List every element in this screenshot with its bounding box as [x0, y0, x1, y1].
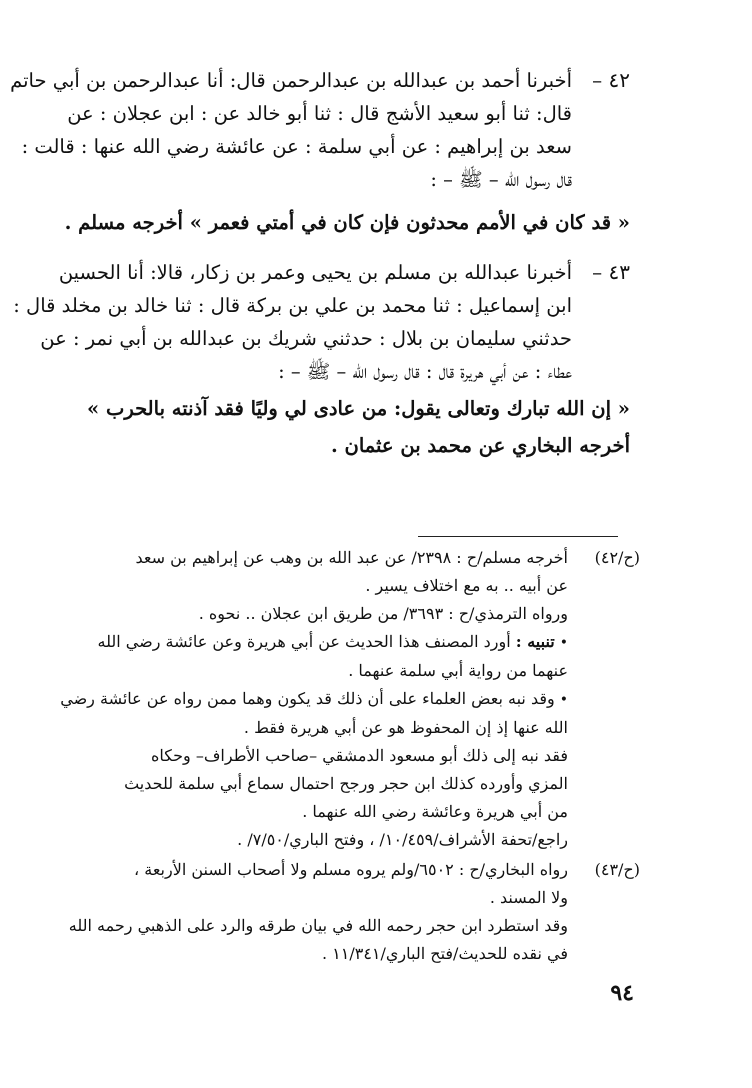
- page-number: ٩٤: [610, 980, 634, 1006]
- hadith-number: ٤٢ –: [592, 68, 630, 92]
- footnote-ref: (ح/٤٣): [594, 860, 640, 879]
- hadith-entry: [10, 64, 630, 239]
- footnote-line: عن أبيه .. به مع اختلاف يسير .: [365, 576, 568, 595]
- footnote-separator: [418, 536, 618, 537]
- footnote-line: [60, 628, 568, 657]
- footnote-body: [60, 544, 568, 854]
- footnote-line: وقد استطرد ابن حجر رحمه الله في بيان طرقه والرد على الذهبي رحمه الله: [68, 916, 568, 935]
- footnote-line: الله عنها إذ إن المحفوظ هو عن أبي هريرة فقط .: [243, 718, 568, 737]
- footnote-line: المزي وأورده كذلك ابن حجر ورجح احتمال سماع أبي سلمة للحديث: [124, 774, 568, 793]
- footnote-line-text: وقد نبه بعض العلماء على أن ذلك قد يكون وهما ممن رواه عن عائشة رضي: [60, 689, 555, 708]
- footnote-ref: (ح/٤٢): [594, 548, 640, 567]
- hadith-entry: [13, 256, 630, 462]
- footnote-line: في نقده للحديث/فتح الباري/١١/٣٤١ .: [321, 944, 568, 963]
- footnote: [60, 544, 640, 854]
- isnad-line: عطاء : عن أبي هريرة قال : قال رسول الله – ﷺ – :: [278, 360, 572, 383]
- footnote-line: أخرجه مسلم/ح : ٢٣٩٨/ عن عبد الله بن وهب عن إبراهيم بن سعد: [135, 548, 568, 567]
- tanbih-text: أورد المصنف هذا الحديث عن أبي هريرة وعن عائشة رضي الله: [97, 632, 511, 651]
- isnad-line: قال: ثنا أبو سعيد الأشج قال : ثنا أبو خالد عن : ابن عجلان : عن: [67, 102, 572, 125]
- footnote-line: ورواه الترمذي/ح : ٣٦٩٣/ من طريق ابن عجلان .. نحوه .: [198, 604, 568, 623]
- footnote-line: رواه البخاري/ح : ٦٥٠٢/ولم يروه مسلم ولا أصحاب السنن الأربعة ،: [133, 860, 568, 879]
- bullet-icon: •: [559, 692, 568, 708]
- isnad-line: أخبرنا أحمد بن عبدالله بن عبدالرحمن قال: أنا عبدالرحمن بن أبي حاتم: [10, 69, 572, 92]
- isnad-line: سعد بن إبراهيم : عن أبي سلمة : عن عائشة رضي الله عنها : قالت :: [21, 135, 572, 158]
- footnote-line: عنهما من رواية أبي سلمة عنهما .: [348, 661, 568, 680]
- isnad-line: قال رسول الله – ﷺ – :: [430, 168, 572, 191]
- isnad-line: حدثني سليمان بن بلال : حدثني شريك بن عبدالله بن أبي نمر : عن: [40, 327, 572, 350]
- footnote-line: فقد نبه إلى ذلك أبو مسعود الدمشقي –صاحب الأطراف– وحكاه: [151, 746, 568, 765]
- footnote-line: من أبي هريرة وعائشة رضي الله عنهما .: [302, 802, 568, 821]
- footnote: [60, 856, 640, 968]
- footnote-body: [60, 856, 568, 968]
- isnad-line: ابن إسماعيل : ثنا محمد بن علي بن بركة قال : ثنا خالد بن مخلد قال :: [13, 294, 572, 317]
- bullet-icon: •: [559, 635, 568, 651]
- tanbih-label: تنبيه :: [515, 632, 555, 651]
- hadith-matn: « قد كان في الأمم محدثون فإن كان في أمتي فعمر » أخرجه مسلم .: [64, 211, 630, 234]
- footnote-line: راجع/تحفة الأشراف/١٠/٤٥٩/ ، وفتح الباري/٧/٥٠/ .: [237, 830, 568, 849]
- footnote-line: ولا المسند .: [489, 888, 568, 907]
- hadith-takhrij: أخرجه البخاري عن محمد بن عثمان .: [330, 434, 630, 457]
- hadith-number: ٤٣ –: [592, 260, 630, 284]
- isnad-line: أخبرنا عبدالله بن مسلم بن يحيى وعمر بن زكار، قالا: أنا الحسين: [58, 261, 572, 284]
- footnote-line: [60, 685, 568, 714]
- hadith-matn: « إن الله تبارك وتعالى يقول: من عادى لي وليًا فقد آذنته بالحرب »: [87, 397, 630, 420]
